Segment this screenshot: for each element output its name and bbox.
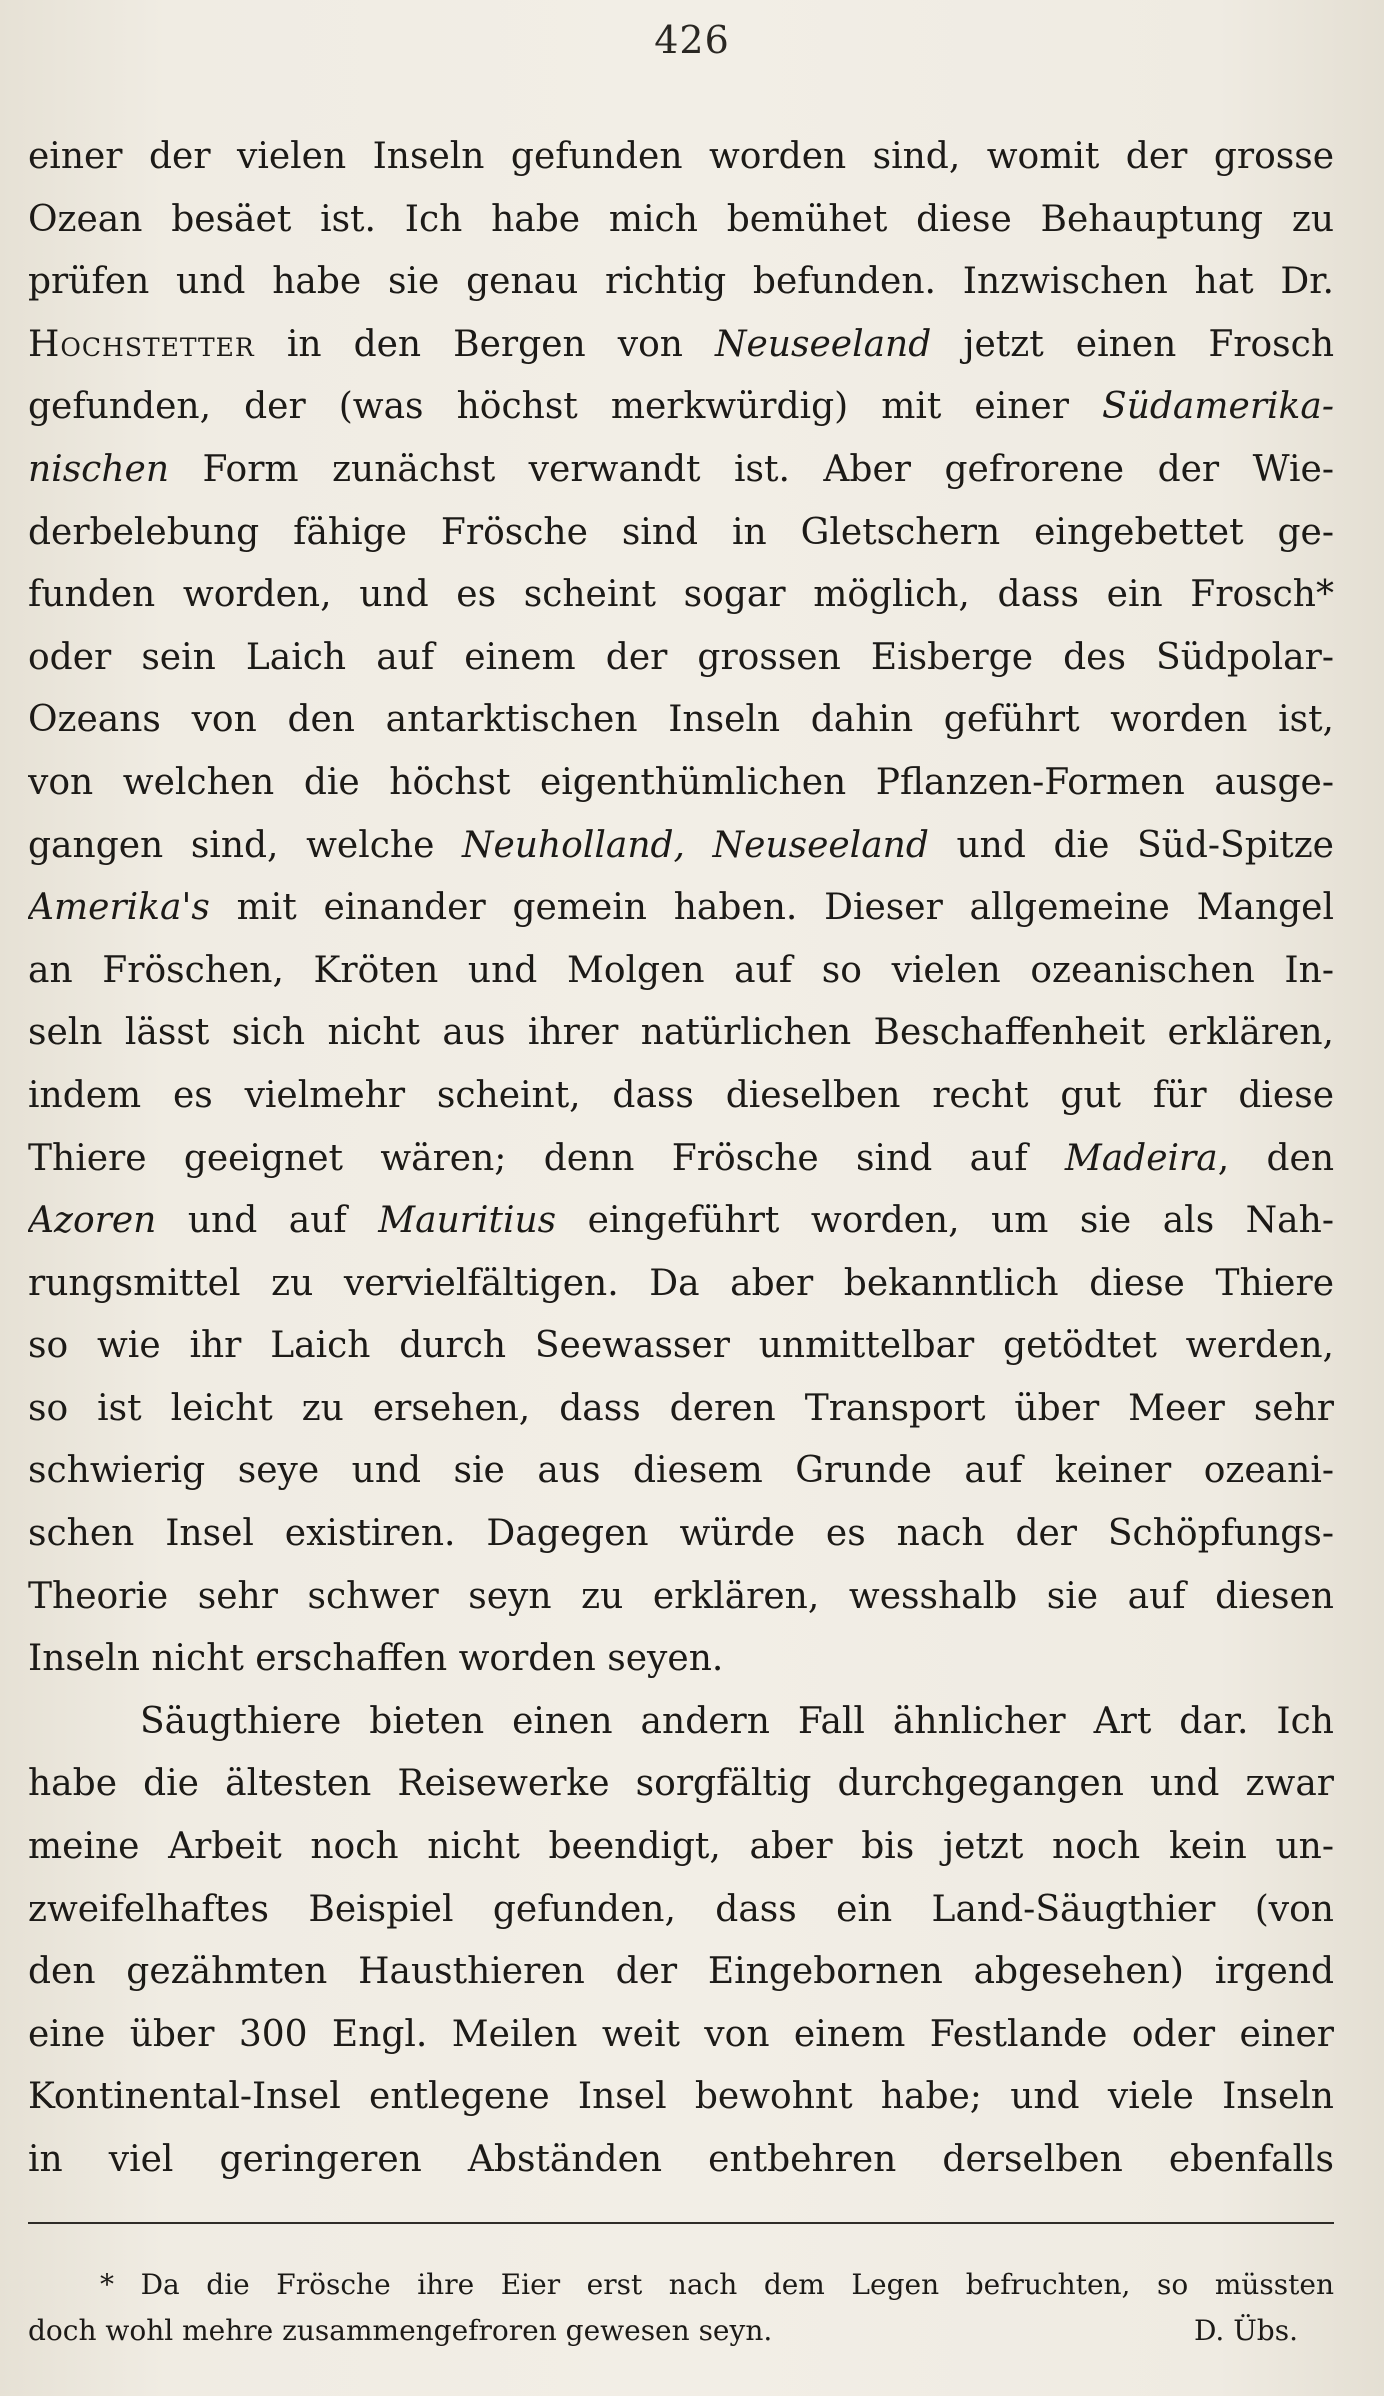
place-name: Madeira (1064, 1137, 1218, 1179)
place-name: Azoren (28, 1200, 157, 1242)
text-line: indem es vielmehr scheint, dass dieselben recht gut für diese (28, 1074, 1334, 1116)
text-line: Ozean besäet ist. Ich habe mich bemühet diese Behauptung zu (28, 198, 1334, 240)
place-name: Mauritius (378, 1200, 557, 1242)
text-line: schwierig seye und sie aus diesem Grunde auf keiner ozeani- (28, 1450, 1334, 1492)
text-line: eine über 300 Engl. Meilen weit von einem Festlande oder einer (28, 2013, 1334, 2055)
text-line: zweifelhaftes Beispiel gefunden, dass ein Land-Säugthier (von (28, 1888, 1334, 1930)
text-line: Hochstetter in den Bergen von Neuseeland jetzt einen Frosch (28, 323, 1334, 365)
text-line: funden worden, und es scheint sogar möglich, dass ein Frosch* (28, 574, 1334, 616)
text-line: Thiere geeignet wären; denn Frösche sind auf Madeira, den (28, 1137, 1334, 1179)
paragraph-end-line: Inseln nicht erschaffen worden seyen. (28, 1638, 724, 1680)
text-line: gefunden, der (was höchst merkwürdig) mit einer Südamerika- (28, 386, 1334, 428)
place-name: Neuseeland (715, 323, 932, 365)
place-name: Amerika's (28, 887, 210, 929)
text-line: habe die ältesten Reisewerke sorgfältig durchgegangen und zwar (28, 1763, 1334, 1805)
text-line: Amerika's mit einander gemein haben. Dieser allgemeine Mangel (28, 887, 1334, 929)
text-line: einer der vielen Inseln gefunden worden sind, womit der grosse (28, 136, 1334, 177)
text-line: schen Insel existiren. Dagegen würde es nach der Schöpfungs- (28, 1513, 1334, 1555)
place-name: nischen (28, 448, 170, 490)
text-line: Kontinental-Insel entlegene Insel bewohnt habe; und viele Inseln (28, 2076, 1334, 2118)
text-line: oder sein Laich auf einem der grossen Eisberge des Südpolar- (28, 636, 1334, 678)
text-line: rungsmittel zu vervielfältigen. Da aber bekanntlich diese Thiere (28, 1262, 1334, 1304)
text-line: von welchen die höchst eigenthümlichen Pflanzen-Formen ausge- (28, 761, 1334, 803)
text-line: so ist leicht zu ersehen, dass deren Transport über Meer sehr (28, 1387, 1334, 1429)
text-line: gangen sind, welche Neuholland, Neuseeland und die Süd-Spitze (28, 824, 1334, 866)
text-line: meine Arbeit noch nicht beendigt, aber bis jetzt noch kein un- (28, 1826, 1334, 1868)
text-line: derbelebung fähige Frösche sind in Gletschern eingebettet ge- (28, 511, 1334, 553)
place-name: Südamerika- (1102, 386, 1334, 428)
text-line: Theorie sehr schwer seyn zu erklären, wesshalb sie auf diesen (28, 1575, 1334, 1617)
footnote-line: doch wohl mehre zusammengefroren gewesen seyn. D. Übs. (28, 2308, 1334, 2354)
text-line: den gezähmten Hausthieren der Eingebornen abgesehen) irgend (28, 1951, 1334, 1993)
footnote-line: * Da die Frösche ihre Eier erst nach dem Legen befruchten, so müssten (100, 2268, 1334, 2301)
text-line: prüfen und habe sie genau richtig befunden. Inzwischen hat Dr. (28, 261, 1334, 303)
paragraph-start-line: Säugthiere bieten einen andern Fall ähnlicher Art dar. Ich (140, 1700, 1334, 1742)
body-text (28, 126, 1334, 2192)
place-name: Neuholland, Neuseeland (461, 824, 929, 866)
text-line: nischen Form zunächst verwandt ist. Aber gefrorene der Wie- (28, 448, 1334, 490)
footnote-divider (28, 2222, 1334, 2224)
text-line: Azoren und auf Mauritius eingeführt worden, um sie als Nah- (28, 1200, 1334, 1242)
text-line: seln lässt sich nicht aus ihrer natürlichen Beschaffenheit erklären, (28, 1012, 1334, 1054)
author-name: Hochstetter (28, 323, 255, 365)
text-line: so wie ihr Laich durch Seewasser unmittelbar getödtet werden, (28, 1325, 1334, 1367)
text-line: in viel geringeren Abständen entbehren derselben ebenfalls (28, 2139, 1334, 2180)
footnote (28, 2262, 1334, 2354)
text-line: Ozeans von den antarktischen Inseln dahin geführt worden ist, (28, 699, 1334, 741)
page-number: 426 (654, 18, 730, 62)
translator-signature: D. Übs. (1193, 2314, 1298, 2347)
text-line: an Fröschen, Kröten und Molgen auf so vielen ozeanischen In- (28, 949, 1334, 991)
